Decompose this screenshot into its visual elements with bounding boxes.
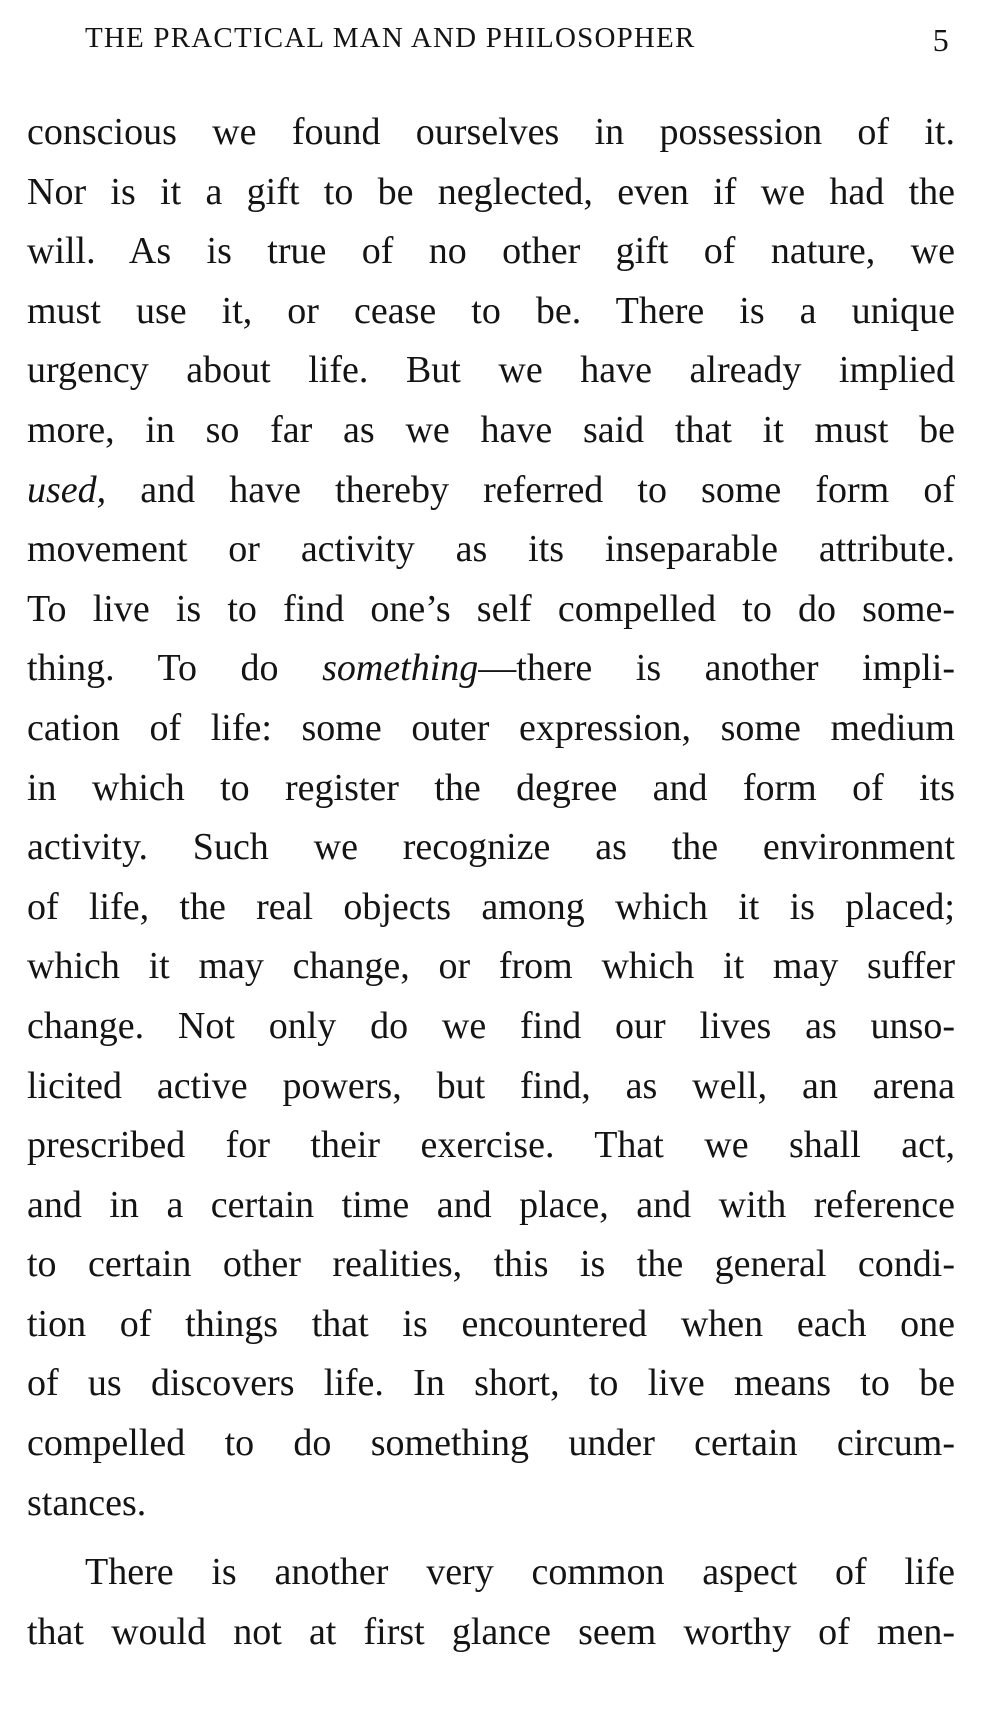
running-head [85,22,950,66]
paragraph [27,1543,955,1662]
text-line: urgency about life. But we have already implied [27,349,955,392]
text-line: Nor is it a gift to be neglected, even if we had the [27,170,955,213]
body-text [27,103,955,1662]
text-line: to certain other realities, this is the general condi- [27,1243,955,1286]
text-line: activity. Such we recognize as the environment [27,826,955,869]
text-line: of us discovers life. In short, to live means to be [27,1362,955,1405]
text-line: which it may change, or from which it may suffer [27,945,955,988]
text-segment: and have thereby referred to some form of [106,468,955,511]
italic-word: something [322,647,479,690]
running-head-title: THE PRACTICAL MAN AND PHILOSOPHER [85,22,696,54]
text-line: compelled to do something under certain circum- [27,1422,955,1465]
text-line: movement or activity as its inseparable attribute. [27,528,955,571]
text-line: must use it, or cease to be. There is a unique [27,289,955,332]
text-segment: thing. To do [27,647,323,690]
page-number: 5 [932,22,950,58]
text-line: To live is to find one’s self compelled to do some- [27,587,955,630]
text-line: and in a certain time and place, and with reference [27,1183,955,1226]
text-segment: —there is another impli- [478,647,955,690]
text-line: of life, the real objects among which it is placed; [27,885,955,928]
text-line [27,639,955,699]
text-line: will. As is true of no other gift of nature, we [27,230,955,273]
text-line: There is another very common aspect of life [85,1551,955,1594]
paragraph [27,103,955,1533]
text-line: tion of things that is encountered when each one [27,1302,955,1345]
text-line: licited active powers, but find, as well, an arena [27,1064,955,1107]
text-line: change. Not only do we find our lives as unso- [27,1004,955,1047]
text-line: prescribed for their exercise. That we shall act, [27,1124,955,1167]
text-line [27,461,955,521]
text-line: stances. [27,1481,147,1524]
text-line: in which to register the degree and form of its [27,766,955,809]
text-line: that would not at first glance seem worthy of men- [27,1610,955,1653]
text-line: cation of life: some outer expression, some medium [27,706,955,749]
italic-word: used, [27,468,107,511]
paragraph-spacer [27,1533,955,1543]
text-line: conscious we found ourselves in possession of it. [27,111,955,153]
text-line: more, in so far as we have said that it must be [27,408,955,451]
